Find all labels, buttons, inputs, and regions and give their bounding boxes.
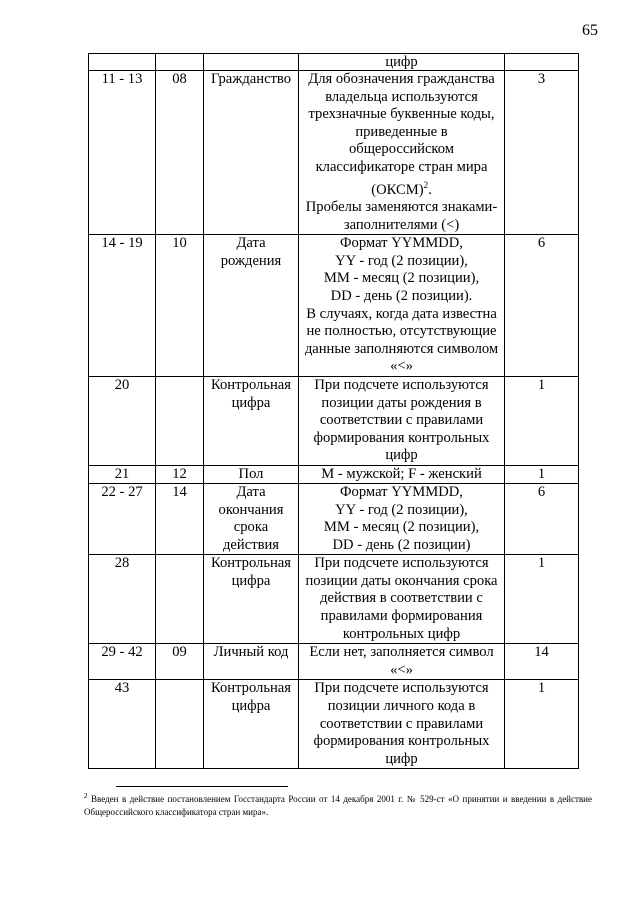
count-cell: 6: [505, 483, 579, 554]
description-cell: M - мужской; F - женский: [299, 465, 505, 483]
description-cell: При подсчете используются позиции личного кода в соответствии с правилами формирования контрольных цифр: [299, 680, 505, 769]
description-cell: При подсчете используются позиции даты окончания срока действия в соответствии с правилами формирования контрольных цифр: [299, 555, 505, 644]
length-cell: 12: [156, 465, 204, 483]
field-name-cell: Дата окончания срока действия: [204, 483, 299, 554]
description-cell: Для обозначения гражданства владельца используются трехзначные буквенные коды, приведенные в общероссийском классификаторе стран мира (ОКСМ)$^2$. Пробелы заменяются знаками- заполнителями (<): [299, 71, 505, 235]
table-row: [89, 376, 579, 465]
count-cell: 1: [505, 680, 579, 769]
footnote: [84, 790, 592, 819]
count-cell: 3: [505, 71, 579, 235]
table-row: [89, 54, 579, 71]
specification-table: [88, 53, 579, 769]
positions-cell: [89, 54, 156, 71]
positions-cell: 20: [89, 376, 156, 465]
table-row: [89, 680, 579, 769]
description-cell: Формат YYMMDD, YY - год (2 позиции), MM - месяц (2 позиции), DD - день (2 позиции): [299, 483, 505, 554]
positions-cell: 21: [89, 465, 156, 483]
length-cell: [156, 680, 204, 769]
positions-cell: 28: [89, 555, 156, 644]
field-name-cell: Контрольная цифра: [204, 555, 299, 644]
positions-cell: 29 - 42: [89, 644, 156, 680]
count-cell: 14: [505, 644, 579, 680]
positions-cell: 14 - 19: [89, 235, 156, 377]
page-number: 65: [582, 22, 598, 39]
description-cell: Если нет, заполняется символ «<»: [299, 644, 505, 680]
description-cell: При подсчете используются позиции даты рождения в соответствии с правилами формирования контрольных цифр: [299, 376, 505, 465]
count-cell: 1: [505, 376, 579, 465]
field-name-cell: Личный код: [204, 644, 299, 680]
length-cell: [156, 54, 204, 71]
field-name-cell: Дата рождения: [204, 235, 299, 377]
table-row: [89, 465, 579, 483]
footnote-text: Введен в действие постановлением Госстандарта России от 14 декабря 2001 г. № 529-ст «О принятии и введении в действие Общероссийского классификатора стран мира».: [84, 794, 592, 817]
count-cell: 1: [505, 555, 579, 644]
count-cell: 6: [505, 235, 579, 377]
field-name-cell: [204, 54, 299, 71]
positions-cell: 22 - 27: [89, 483, 156, 554]
count-cell: [505, 54, 579, 71]
table-row: [89, 644, 579, 680]
length-cell: [156, 376, 204, 465]
field-name-cell: Контрольная цифра: [204, 376, 299, 465]
field-name-cell: Пол: [204, 465, 299, 483]
length-cell: 14: [156, 483, 204, 554]
length-cell: [156, 555, 204, 644]
length-cell: 09: [156, 644, 204, 680]
count-cell: 1: [505, 465, 579, 483]
table-row: [89, 235, 579, 377]
table-row: [89, 71, 579, 235]
length-cell: 10: [156, 235, 204, 377]
field-name-cell: Контрольная цифра: [204, 680, 299, 769]
table-row: [89, 483, 579, 554]
positions-cell: 43: [89, 680, 156, 769]
length-cell: 08: [156, 71, 204, 235]
table-row: [89, 555, 579, 644]
footnote-divider: [116, 786, 288, 787]
field-name-cell: Гражданство: [204, 71, 299, 235]
footnote-marker: 2: [84, 792, 88, 800]
description-cell: Формат YYMMDD, YY - год (2 позиции), MM - месяц (2 позиции), DD - день (2 позиции). В случаях, когда дата известна не полностью, отсутствующие данные заполняются символом «<»: [299, 235, 505, 377]
positions-cell: 11 - 13: [89, 71, 156, 235]
description-cell: цифр: [299, 54, 505, 71]
footnote-reference: 2: [423, 179, 429, 190]
